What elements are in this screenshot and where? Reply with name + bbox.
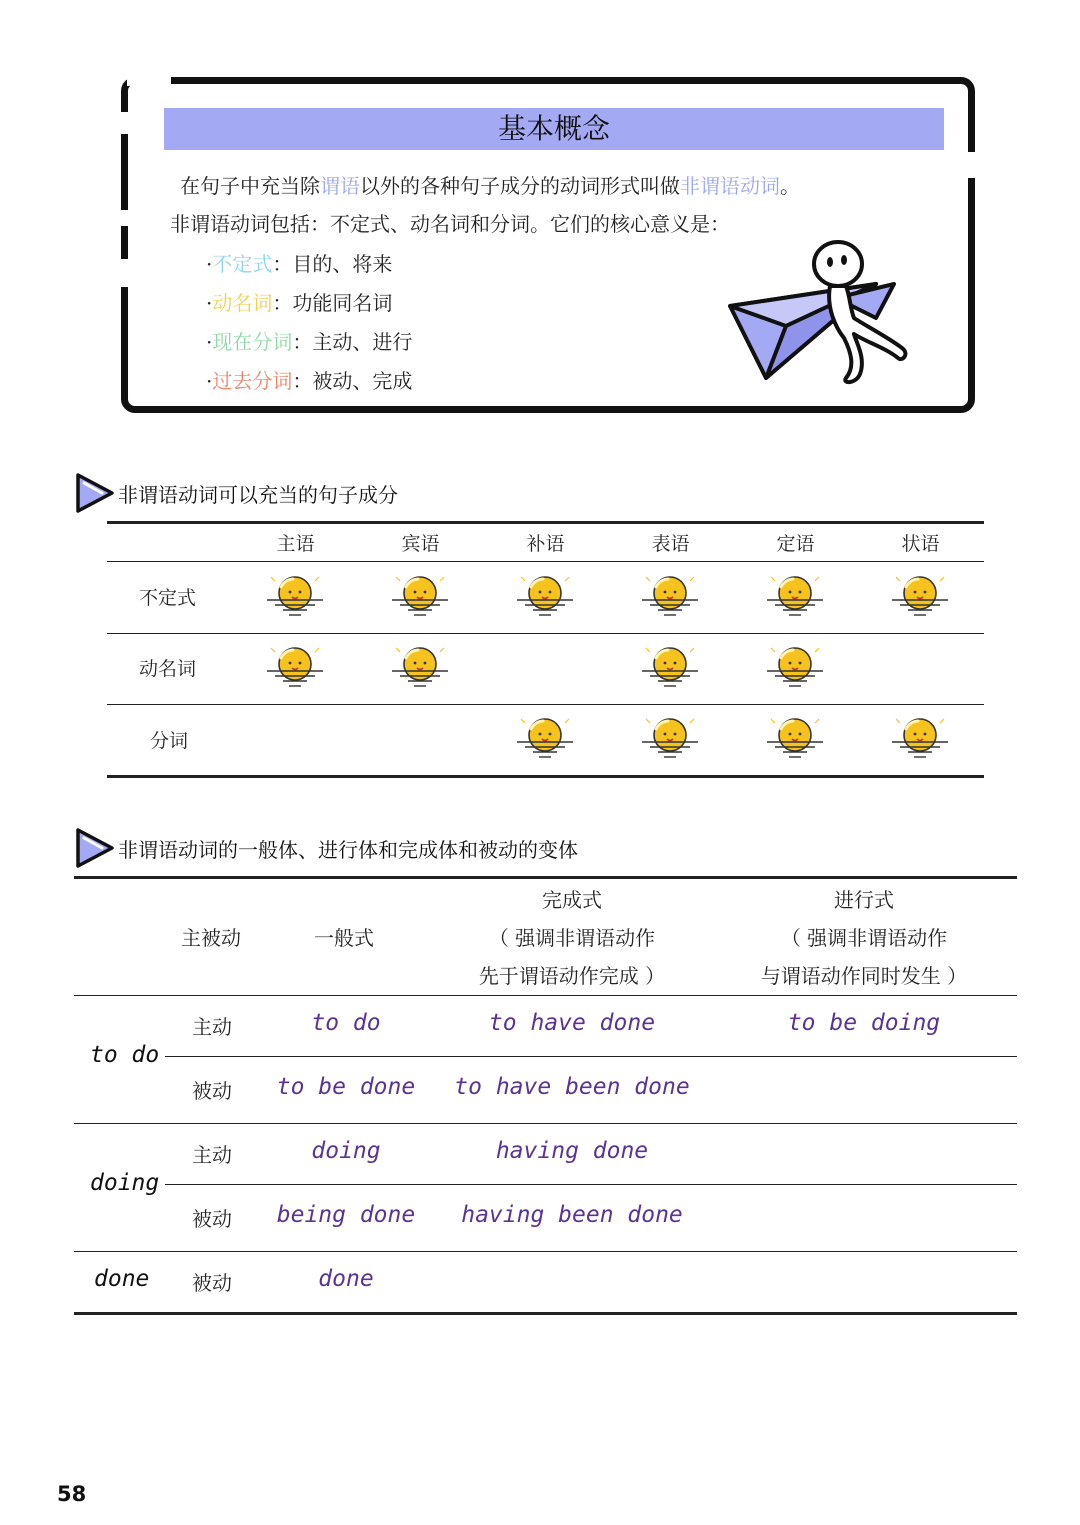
sun-check-icon xyxy=(890,711,950,763)
header-perfect: 完成式 xyxy=(542,888,602,912)
section1-header xyxy=(74,471,398,515)
header-perfect-note1: （ 强调非谓语动作 xyxy=(488,926,656,950)
section1-title: 非谓语动词可以充当的句子成分 xyxy=(118,482,398,507)
cell-perfect: having been done xyxy=(461,1202,683,1228)
voice-active: 主动 xyxy=(192,1015,232,1039)
header-simple: 一般式 xyxy=(314,926,374,950)
header-progressive-note2: 与谓语动作同时发生 ） xyxy=(760,964,968,988)
concept-includes: 非谓语动词包括：不定式、动名词和分词。它们的核心意义是： xyxy=(170,212,730,236)
col-predicative: 表语 xyxy=(651,533,690,555)
row-infinitive: 不定式 xyxy=(139,587,197,609)
col-adverbial: 状语 xyxy=(901,533,940,555)
bullet-gerund: ·动名词：功能同名词 xyxy=(206,291,393,315)
page-number: 58 xyxy=(57,1482,87,1506)
forms-table xyxy=(74,876,1017,1316)
sun-check-icon xyxy=(640,711,700,763)
bullet-past-participle: ·过去分词：被动、完成 xyxy=(206,369,413,393)
cell-simple: to do xyxy=(311,1010,381,1036)
sun-check-icon xyxy=(265,640,325,692)
sun-check-icon xyxy=(390,569,450,621)
voice-passive: 被动 xyxy=(192,1207,232,1231)
concept-title: 基本概念 xyxy=(164,108,944,150)
header-perfect-note2: 先于谓语动作完成 ） xyxy=(478,964,666,988)
col-complement: 补语 xyxy=(526,533,565,555)
col-subject: 主语 xyxy=(276,533,315,555)
sun-check-icon xyxy=(515,569,575,621)
header-progressive: 进行式 xyxy=(834,888,894,912)
section2-header xyxy=(74,826,578,870)
sun-check-icon xyxy=(265,569,325,621)
cell-simple: to be done xyxy=(276,1074,416,1100)
cell-simple: being done xyxy=(276,1202,416,1228)
form-to-do: to do xyxy=(90,1042,160,1068)
col-attributive: 定语 xyxy=(776,533,815,555)
cell-progressive: to be doing xyxy=(787,1010,941,1036)
play-triangle-icon xyxy=(74,826,116,870)
bullet-present-participle: ·现在分词：主动、进行 xyxy=(206,330,413,354)
form-done: done xyxy=(94,1266,150,1292)
row-gerund: 动名词 xyxy=(139,658,197,680)
concept-definition: 在句子中充当除谓语以外的各种句子成分的动词形式叫做非谓语动词。 xyxy=(180,174,800,198)
header-progressive-note1: （ 强调非谓语动作 xyxy=(780,926,948,950)
paper-plane-figure-icon xyxy=(726,238,916,386)
cell-perfect: to have done xyxy=(488,1010,656,1036)
sun-check-icon xyxy=(640,569,700,621)
sun-check-icon xyxy=(890,569,950,621)
sun-check-icon xyxy=(515,711,575,763)
highlight-predicate: 谓语 xyxy=(320,174,360,198)
sun-check-icon xyxy=(390,640,450,692)
sun-check-icon xyxy=(765,640,825,692)
bullet-infinitive: ·不定式：目的、将来 xyxy=(206,252,393,276)
sun-check-icon xyxy=(640,640,700,692)
voice-passive: 被动 xyxy=(192,1079,232,1103)
highlight-nonfinite: 非谓语动词 xyxy=(680,174,780,198)
form-doing: doing xyxy=(90,1170,160,1196)
row-participle: 分词 xyxy=(150,730,189,752)
concept-box xyxy=(121,77,975,413)
cell-perfect: to have been done xyxy=(454,1074,690,1100)
cell-simple: doing xyxy=(311,1138,381,1164)
voice-passive: 被动 xyxy=(192,1271,232,1295)
section2-title: 非谓语动词的一般体、进行体和完成体和被动的变体 xyxy=(118,837,578,862)
header-voice: 主被动 xyxy=(181,926,241,950)
col-object: 宾语 xyxy=(401,533,440,555)
cell-perfect: having done xyxy=(495,1138,649,1164)
play-triangle-icon xyxy=(74,471,116,515)
sun-check-icon xyxy=(765,711,825,763)
voice-active: 主动 xyxy=(192,1143,232,1167)
sun-check-icon xyxy=(765,569,825,621)
cell-simple: done xyxy=(318,1266,374,1292)
